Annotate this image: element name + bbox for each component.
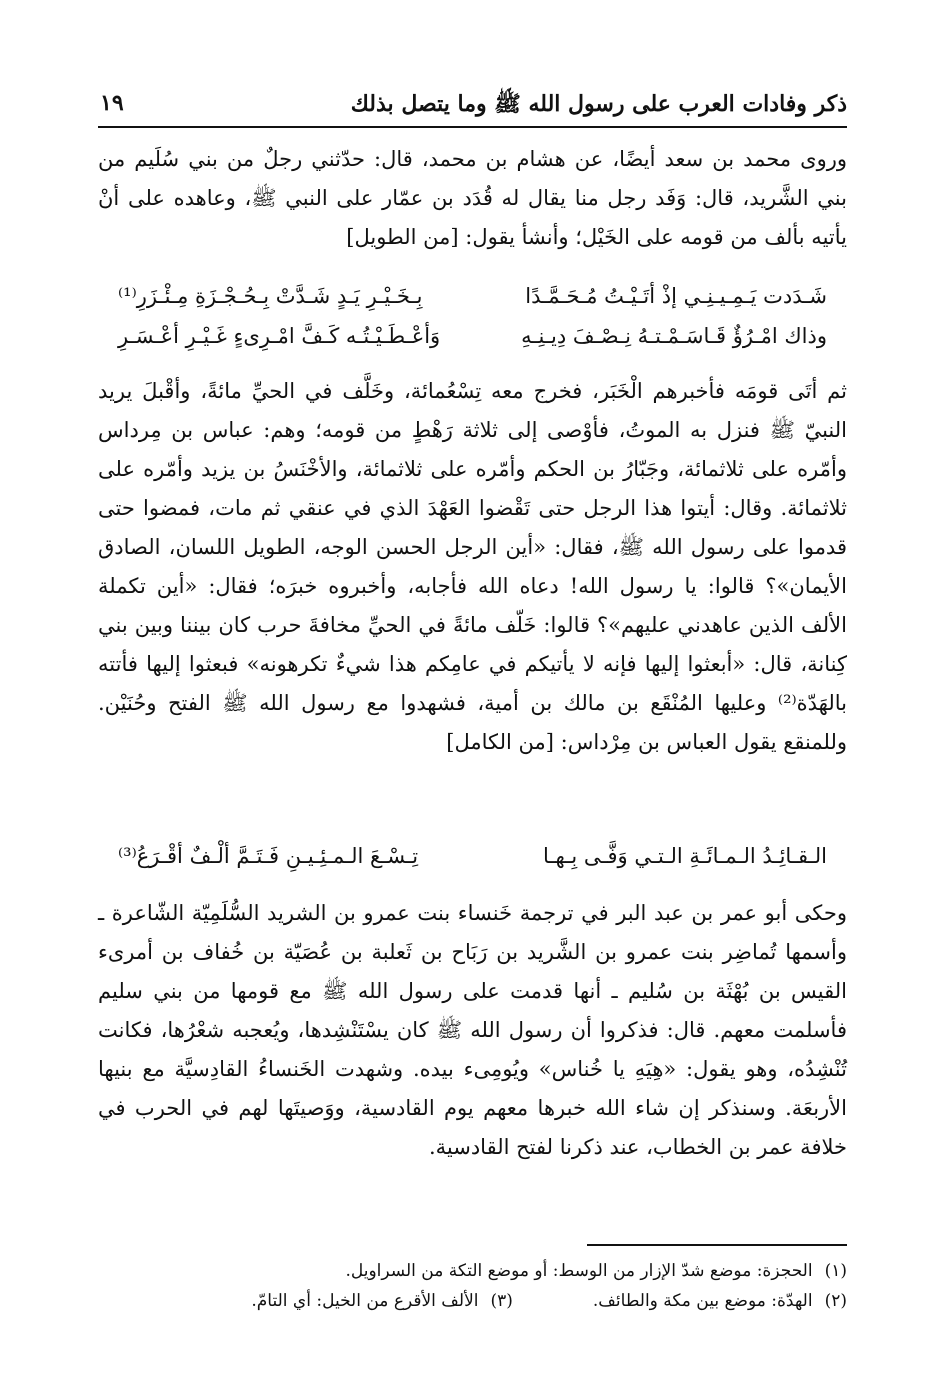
page-number: ١٩	[100, 90, 124, 116]
footnote-1	[98, 1256, 847, 1286]
footnote-number: (٣)	[490, 1291, 513, 1311]
footnote-2	[98, 1286, 847, 1316]
verse-first-hemistich: وذاك امْـرُؤٌ قَـاسَـمْـتـهُ نِـصْـفَ دِيـنِـهِ	[521, 324, 827, 348]
footnote-number: (١)	[824, 1261, 847, 1281]
footnote-text: الألف الأقرع من الخيل: أي التامّ.	[251, 1291, 479, 1311]
verse-second-hemistich: تِـسْـعَ الـمـئِـيـنِ فَـتَـمَّ ألْـفٌ أقْـرَعُ⁽³⁾	[118, 844, 419, 868]
footnote-text: الحجزة: موضع شدّ الإزار من الوسط: أو موضع التكة من السراويل.	[345, 1261, 813, 1281]
running-title: ذكر وفادات العرب على رسول الله ﷺ وما يتصل بذلك	[350, 91, 847, 117]
paragraph-text: وروى محمد بن سعد أيضًا، عن هشام بن محمد، قال: حدّثني رجلٌ من بني سُلَيم من بني الشَّريد، قال: وَفَد رجل منا يقال له قُدَد بن عمّار على النبي ﷺ، وعاهده على أنْ يأتيه بألف من قومه على الخَيْل؛ وأنشأ يقول: [من الطويل]	[98, 147, 847, 249]
footnote-text: الهدّة: موضع بين مكة والطائف.	[592, 1291, 813, 1311]
page-header	[98, 82, 847, 128]
footnote-number: (٢)	[824, 1291, 847, 1311]
poem-kamil	[118, 836, 827, 876]
verse-first-hemistich: شَـدَدت يَـمِـيـنِـي إذْ أتَـيْـتُ مُـحَـمَّـدًا	[525, 284, 827, 308]
paragraph-text: ثم أتَى قومَه فأخبرهم الْخَبَر، فخرج معه تِسْعُمائة، وخَلَّف في الحيِّ مائةً، وأقْبلَ يريد النبيّ ﷺ فنزل به الموتُ، فأوْصى إلى ثلاثة رَهْطٍ من قومه؛ وهم: عباس بن مِرداس وأمّره على ثلاثمائة، وجَبّارُ بن الحكم وأمّره على ثلاثمائة، والأخْنَسُ بن يزيد وأمّره على ثلاثمائة. وقال: أيتوا هذا الرجل حتى تَقْضوا العَهْدَ الذي في عنقي ثم مات، فمضوا حتى قدموا على رسول الله ﷺ، فقال: «أين الرجل الحسن الوجه، الطويل اللسان، الصادق الأيمان»؟ قالوا: يا رسول الله! دعاه الله فأجابه، وأخبروه خبرَه؛ فقال: «أين تكملة الألف الذين عاهدني عليهم»؟ قالوا: خَلّف مائةً في الحيِّ مخافةَ حرب كان بيننا وبين بني كِنانة، قال: «أبعثوا إليها فإنه لا يأتيكم في عامِكم هذا شيءٌ تكرهونه» فبعثوا إليها فأتته بالهَدّة⁽²⁾ وعليها المُنْقَع بن مالك بن أمية، فشهدوا مع رسول الله ﷺ الفتح وحُنَيْن. وللمنقع يقول العباس بن مِرْداس: [من الكامل]	[98, 379, 847, 754]
verse-second-hemistich: بِـخَـيْـرِ يَـدٍ شَـدَّتْ بِـحُـجْـزَةِ مِـئْـزَرِ⁽¹⁾	[118, 284, 423, 308]
poem-verse	[118, 316, 827, 356]
paragraph-1	[98, 140, 847, 257]
verse-first-hemistich: الـقـائِـدُ الـمـائَـةِ الـتـي وَفَّـى بِـهـا	[542, 844, 827, 868]
paragraph-3	[98, 894, 847, 1167]
paragraph-text: وحكى أبو عمر بن عبد البر في ترجمة خَنساء بنت عمرو بن الشريد السُّلَمِيّة الشّاعرة ـ وأسمها تُماضِر بنت عمرو بن الشَّريد بن رَبَاح بن ثَعلبة بن عُصَيّة بن خُفاف بن أمرىء القيس بن بُهْثَة بن سُليم ـ أنها قدمت على رسول الله ﷺ مع قومها من بني سليم فأسلمت معهم. قال: فذكروا أن رسول الله ﷺ كان يسْتَنْشِدها، ويُعجبه شعْرُها، فكانت تُنْشِدُه، وهو يقول: «هِيَهِ يا خُناس» ويُومِىء بيده. وشهدت الخَنساءُ القادِسيَّة مع بنيها الأربعَة. وسنذكر إن شاء الله خبرها معهم يوم القادسية، ووَصيتَها لهم في الحرب في خلافة عمر بن الخطاب، عند ذكرنا لفتح القادسية.	[98, 901, 847, 1159]
poem-verse	[118, 836, 827, 876]
paragraph-2	[98, 372, 847, 762]
poem-tawil	[118, 276, 827, 356]
verse-second-hemistich: وَأعْـطَـيْـتُـه كَـفَّ امْـرِىءٍ غَـيْـرِ أعْـسَـرِ	[118, 324, 441, 348]
footnote-spacer	[525, 1286, 581, 1316]
footnote-separator	[587, 1244, 847, 1246]
poem-verse	[118, 276, 827, 316]
footnotes	[98, 1256, 847, 1316]
